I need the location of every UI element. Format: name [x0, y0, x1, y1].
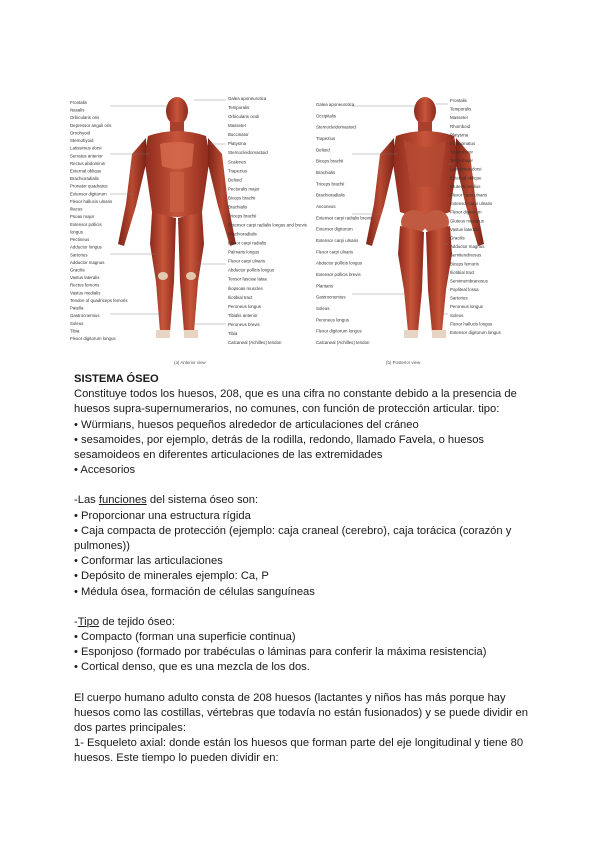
muscle-label: Gracilis — [450, 235, 465, 241]
muscle-label: Brachialis — [316, 170, 336, 175]
posterior-caption: (b) Posterior view — [386, 360, 421, 365]
muscle-label: Extensor carpi ulnaris — [316, 238, 359, 243]
muscle-label: Flexor digitorum — [450, 209, 482, 215]
function-line-6: • Médula ósea, formación de células sanguíneas — [74, 585, 315, 598]
muscle-label: Rectus femoris — [70, 282, 100, 288]
function-line-2: • Caja compacta de protección (ejemplo: caja craneal (cerebro), caja torácica (corazón y — [74, 524, 512, 537]
muscle-label: Peroneus brevis — [228, 321, 260, 327]
muscle-label: Omohyoid — [70, 130, 91, 136]
tissue-prefix: - — [74, 615, 78, 628]
muscle-label: Teres minor — [450, 149, 473, 155]
muscle-label: Sternocleidomastoid — [316, 124, 356, 130]
muscle-label: Extensor digitorum longus — [450, 330, 501, 335]
muscle-label: Iliotibial tract — [228, 294, 253, 300]
muscle-label: Orbicularis oculi — [228, 114, 260, 120]
muscle-label: Semitendinosus — [450, 252, 482, 258]
muscle-label: Iliopsoas muscles — [228, 285, 263, 291]
muscle-label: Extensor digitorum — [70, 191, 107, 197]
muscle-label: Peroneus longus — [316, 317, 349, 323]
anterior-left-labels — [70, 100, 128, 341]
muscle-label: Abductor pollicis longus — [228, 267, 275, 273]
muscle-label: Adductor magnus — [70, 259, 105, 265]
muscle-label: Nasalis — [70, 107, 85, 113]
muscle-label: Occipitalis — [316, 113, 337, 119]
functions-word: funciones — [98, 494, 147, 507]
tissue-suffix: de tejido óseo: — [99, 615, 175, 628]
type-line-2: • sesamoides, por ejemplo, detrás de la rodilla, redondo, llamado Favela, o huesos — [74, 433, 485, 446]
muscle-label: Pectoralis major — [228, 186, 260, 192]
anterior-caption: (a) Anterior view — [174, 360, 206, 365]
muscle-label: longus — [70, 229, 83, 235]
muscle-label: Tensor fasciae latae — [228, 276, 268, 282]
type-line-1: • Würmians, huesos pequeños alrededor de articulaciones del cráneo — [74, 418, 419, 431]
muscle-label: Pronator quadratus — [70, 183, 108, 189]
anterior-body — [118, 97, 236, 338]
muscle-label: Masseter — [228, 123, 247, 129]
type-line-3: sesamoideos en diferentes articulaciones de las extremidades — [74, 449, 383, 462]
function-line-4: • Conformar las articulaciones — [74, 555, 223, 568]
muscle-label: Biceps brachii — [228, 195, 256, 201]
anterior-right-labels — [228, 96, 308, 345]
tissue-line-2: • Esponjoso (formado por trabéculas o láminas para conferir la máxima resistencia) — [74, 646, 487, 659]
muscle-label: External oblique — [70, 168, 102, 174]
section-title: SISTEMA ÓSEO — [74, 373, 159, 385]
muscle-label: Trapezius — [316, 136, 336, 141]
muscle-label: Extensor pollicis brevis — [316, 272, 361, 277]
muscle-label: Vastus medialis — [70, 290, 101, 296]
closing-line-2: huesos como las costillas, vértebras que todavía no están fusionados) y se puede dividir en — [74, 706, 528, 719]
muscle-label: Soleus — [316, 306, 330, 311]
muscle-label: Orbicularis oris — [70, 115, 100, 121]
closing-line-5: huesos. Este tiempo lo pueden dividir en: — [74, 752, 279, 765]
tissue-line-1: • Compacto (forman una superficie continua) — [74, 631, 296, 644]
muscle-diagram — [70, 94, 540, 366]
tissue-word: Tipo — [77, 615, 100, 628]
muscle-label: Gracilis — [70, 267, 85, 273]
muscle-label: Brachioradialis — [316, 192, 345, 198]
muscle-label: Flexor carpi ulnaris — [450, 192, 488, 198]
muscle-label: Galea aponeurotica — [228, 96, 267, 101]
muscle-label: Gluteus maximus — [450, 218, 484, 224]
muscle-label: Pectineus — [70, 237, 90, 242]
document-text — [74, 372, 534, 767]
muscle-label: Peroneus longus — [450, 304, 483, 310]
muscle-label: Peroneus longus — [228, 303, 261, 309]
muscle-label: Extensor pollicis — [70, 221, 102, 227]
muscle-label: Vastus lateralis — [450, 226, 480, 232]
muscle-label: External oblique — [450, 175, 482, 181]
muscle-label: Platysma — [450, 132, 469, 138]
muscle-label: Flexor digitorum longus — [70, 336, 116, 341]
closing-line-3: dos partes principales: — [74, 722, 186, 735]
closing-line-4: 1- Esqueleto axial: donde están los huesos que forman parte del eje longitudinal y tiene 80 — [74, 737, 524, 750]
muscle-label: Extensor carpi radialis brevis — [316, 215, 373, 221]
muscle-label: Palmaris longus — [228, 249, 260, 255]
muscle-label: Depressor anguli oris — [70, 122, 112, 128]
muscle-label: Calcaneal (Achilles) tendon — [228, 340, 282, 345]
functions-heading — [74, 493, 534, 508]
muscle-label: Brachioradialis — [228, 231, 257, 237]
muscle-label: Psoas major — [70, 214, 95, 220]
functions-prefix: -Las — [74, 494, 99, 507]
intro-line-1: Constituye todos los huesos, 208, que es una cifra no constante debido a la presencia de — [74, 388, 517, 401]
muscle-label: Flexor carpi ulnaris — [316, 249, 354, 255]
muscle-label: Rectus abdominis — [70, 160, 105, 166]
muscle-label: Iliacus — [70, 206, 83, 212]
muscle-label: Flexor hallucis ulnaris — [70, 199, 113, 204]
muscle-label: Adductor magnus — [450, 244, 485, 250]
type-line-4: • Accesorios — [74, 464, 136, 477]
muscle-label: Semimembranosus — [450, 278, 488, 284]
muscle-label: Vastus lateralis — [70, 275, 100, 281]
muscle-label: Tibia — [228, 331, 238, 336]
functions-suffix: del sistema óseo son: — [146, 494, 259, 507]
muscle-label: Galea aponeurotica — [316, 102, 355, 107]
muscle-label: Tibialis anterior — [228, 312, 258, 318]
muscle-label: Extensor carpi radialis longus and brevis — [228, 222, 307, 228]
muscle-label: Flexor digitorum longus — [316, 328, 362, 334]
muscle-label: Sartorius — [70, 252, 88, 258]
muscle-label: Latissimus dorsi — [70, 145, 102, 151]
muscle-label: Iliotibial tract — [450, 269, 475, 275]
intro-line-2: huesos supra-supernumerarios, no comunes, con función de protección articular. tipo: — [74, 403, 500, 416]
muscle-label: Rhomboid — [450, 123, 471, 129]
function-line-5: • Depósito de minerales ejemplo: Ca, P — [74, 570, 269, 583]
muscle-diagram-figure — [70, 94, 540, 366]
muscle-label: Gastrocnemius — [70, 313, 100, 319]
muscle-label: Temporalis — [228, 105, 250, 110]
muscle-label: Flexor carpi radialis — [228, 240, 267, 246]
muscle-label: Temporalis — [450, 106, 472, 112]
muscle-label: Tendon of quadriceps femoris — [70, 297, 128, 303]
muscle-label: Extensor digitorum — [316, 226, 353, 232]
muscle-label: Flexor carpi ulnaris — [228, 258, 266, 264]
muscle-label: Serratus anterior — [70, 153, 103, 159]
muscle-label: Sartorius — [450, 295, 468, 301]
muscle-label: Abductor pollicis longus — [316, 260, 363, 266]
muscle-label: Adductor longus — [70, 244, 102, 250]
muscle-label: Brachioradialis — [70, 176, 99, 182]
muscle-label: Frontalis — [70, 100, 87, 105]
muscle-label: Plantaris — [316, 283, 334, 289]
muscle-label: Latissimus dorsi — [450, 166, 482, 172]
posterior-left-labels — [316, 102, 373, 345]
muscle-label: Buccinator — [228, 132, 249, 138]
muscle-label: Anconeus — [316, 204, 336, 209]
function-line-1: • Proporcionar una estructura rígida — [74, 509, 251, 522]
muscle-label: Brachialis — [228, 204, 248, 210]
muscle-label: Biceps femoris — [450, 261, 479, 267]
muscle-label: Popliteal fossa — [450, 287, 479, 292]
muscle-label: Triceps brachii — [228, 213, 257, 219]
muscle-label: Sternocleidomastoid — [228, 150, 268, 156]
muscle-label: Soleus — [70, 320, 84, 326]
muscle-label: Frontalis — [450, 98, 467, 103]
muscle-label: Infraspinatus — [450, 141, 476, 146]
muscle-label: Trapezius — [228, 168, 248, 174]
muscle-label: Extensor carpi ulnaris — [450, 201, 493, 207]
muscle-label: Masseter — [450, 115, 469, 121]
muscle-label: Deltoid — [228, 177, 242, 183]
tissue-heading — [74, 615, 534, 630]
function-line-3: pulmones)) — [74, 540, 130, 553]
muscle-label: Flexor hallucis longus — [450, 321, 493, 327]
muscle-label: Scalenes — [228, 159, 247, 165]
muscle-label: Gluteus medius — [450, 183, 481, 189]
muscle-label: Biceps brachii — [316, 158, 344, 164]
tissue-line-3: • Cortical denso, que es una mezcla de los dos. — [74, 661, 310, 674]
muscle-label: Tibia — [70, 328, 80, 334]
muscle-label: Soleus — [450, 312, 464, 318]
muscle-label: Triceps brachii — [316, 181, 345, 187]
muscle-label: Gastrocnemius — [316, 294, 346, 300]
muscle-label: Deltoid — [316, 147, 330, 153]
muscle-label: Patella — [70, 305, 84, 311]
closing-line-1: El cuerpo humano adulto consta de 208 huesos (lactantes y niños has más porque hay — [74, 691, 506, 704]
muscle-label: Teres major — [450, 158, 473, 164]
muscle-label: Calcaneal (Achilles) tendon — [316, 340, 370, 345]
muscle-label: Sternohyoid — [70, 138, 94, 144]
muscle-label: Platysma — [228, 141, 247, 147]
